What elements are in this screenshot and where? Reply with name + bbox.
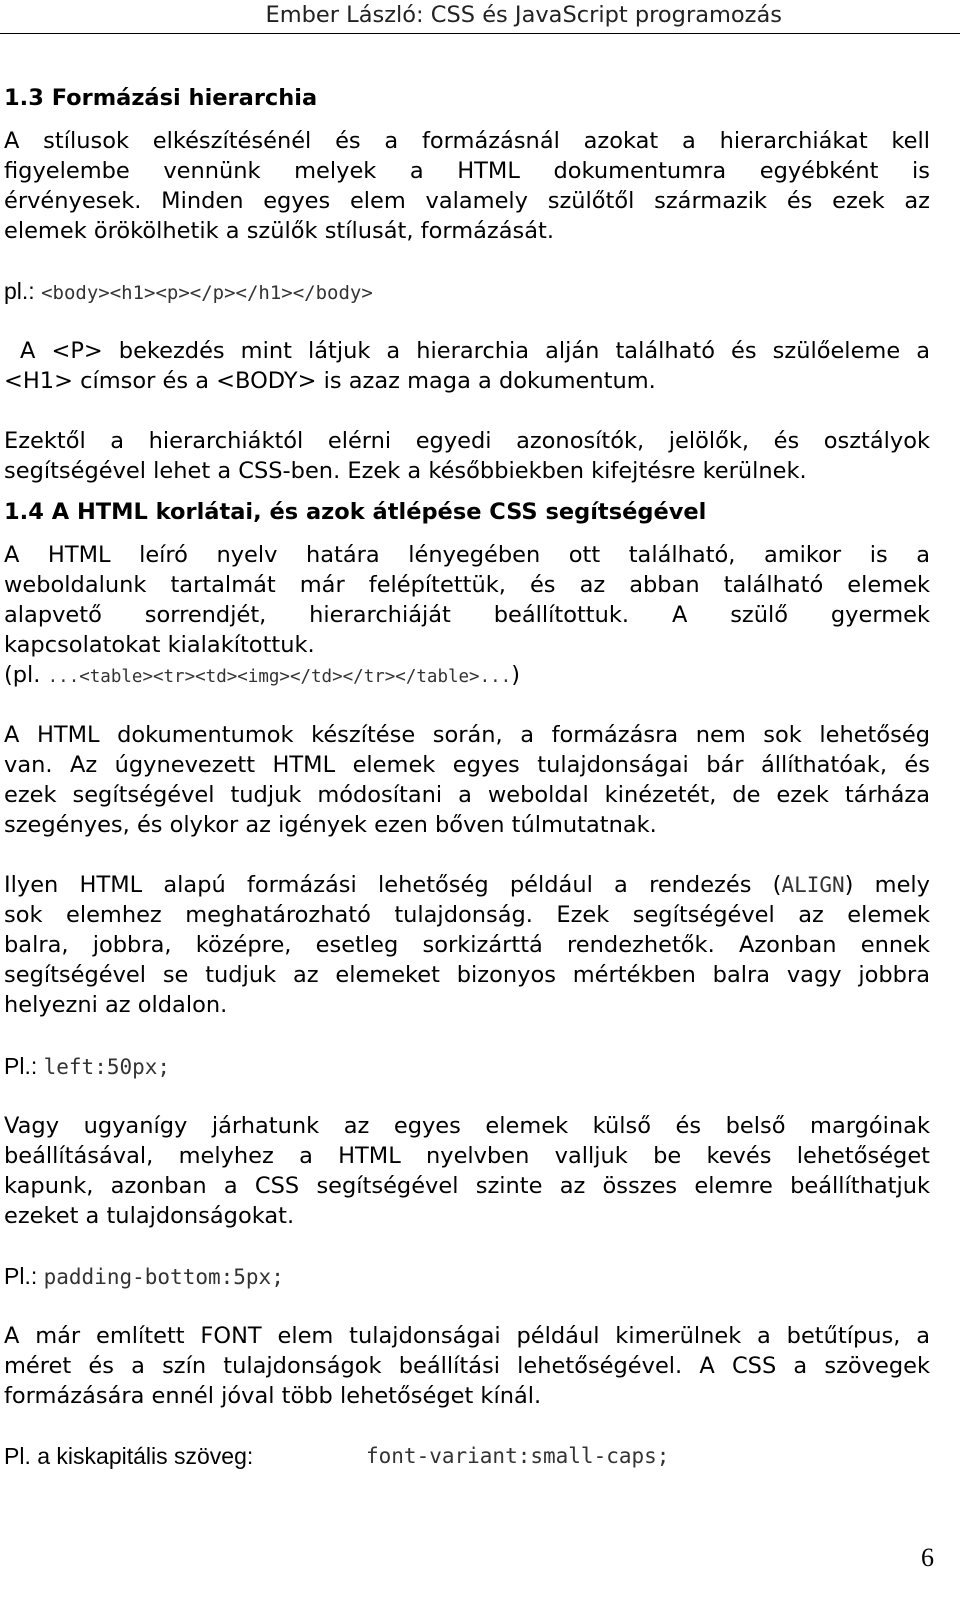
text-line: alapvető sorrendjét, hierarchiáját beállítottuk. A szülő gyermek [4,602,930,628]
paragraph [4,426,930,486]
text-line: figyelembe vennünk melyek a HTML dokumentumra egyébként is [4,158,930,184]
text-line: balra, jobbra, középre, esetleg sorkizárttá rendezhetők. Azonban ennek [4,932,930,958]
example-line [4,1261,930,1292]
text-line: formázására ennél jóval több lehetőséget kínál. [4,1383,542,1409]
text-line: érvényesek. Minden egyes elem valamely szülőtől származik és ezek az [4,188,930,214]
text-line: beállításával, melyhez a HTML nyelvben valljuk be kevés lehetőséget [4,1143,930,1169]
text-line: elemek örökölhetik a szülők stílusát, formázását. [4,218,554,244]
section-heading: 1.4 A HTML korlátai, és azok átlépése CSS segítségével [4,499,707,525]
text-line: méret és a szín tulajdonságok beállítási lehetőségével. A CSS a szövegek [4,1353,930,1379]
text-line: A HTML dokumentumok készítése során, a formázásra nem sok lehetőség [4,722,930,748]
paragraph [4,720,930,840]
text-line: weboldalunk tartalmát már felépítettük, és az abban található elemek [4,572,930,598]
paragraph [4,1321,930,1411]
page-number: 6 [921,1543,934,1572]
paragraph [4,336,930,396]
example-prefix: pl.: [4,278,42,304]
text-line: A már említett FONT elem tulajdonságai például kimerülnek a betűtípus, a [4,1323,930,1349]
paragraph [4,126,930,246]
example-prefix: Pl. a kiskapitális szöveg: [4,1443,254,1469]
page-header [0,0,960,34]
text-line: <H1> címsor és a <BODY> is azaz maga a dokumentum. [4,368,656,394]
example-line [4,1051,930,1082]
example-line [4,1441,930,1472]
code-snippet: left:50px; [43,1055,171,1079]
example-prefix: Pl.: [4,1053,44,1079]
example-open: (pl. [4,662,48,688]
code-snippet: font-variant:small-caps; [366,1444,670,1468]
text-line: kapcsolatokat kialakítottuk. [4,632,315,658]
text-line: helyezni az oldalon. [4,992,228,1018]
code-snippet: <body><h1><p></p></h1></body> [41,282,373,304]
text-line: A stílusok elkészítésénél és a formázásnál azokat a hierarchiákat kell [4,128,930,154]
example-line [4,276,930,308]
text-line: Vagy ugyanígy járhatunk az egyes elemek külső és belső margóinak [4,1113,930,1139]
section-1-4-heading-block [4,497,930,527]
code-snippet: ALIGN [781,873,845,897]
paragraph [4,870,930,1020]
text-line: segítségével se tudjuk az elemeket bizonyos mértékben balra vagy jobbra [4,962,930,988]
text-segment: Ilyen HTML alapú formázási lehetőség például a rendezés ( [4,872,782,898]
text-line: ezek segítségével tudjuk módosítani a weboldal kinézetét, de ezek tárháza [4,782,930,808]
text-line: szegényes, és olykor az igények ezen bőven túlmutatnak. [4,812,657,838]
text-line: A HTML leíró nyelv határa lényegében ott található, amikor is a [4,542,930,568]
text-line: segítségével lehet a CSS-ben. Ezek a későbbiekben kifejtésre kerülnek. [4,458,807,484]
text-line: kapunk, azonban a CSS segítségével szinte az összes elemre beállíthatjuk [4,1173,930,1199]
text-line: sok elemhez meghatározható tulajdonság. Ezek segítségével az elemek [4,902,930,928]
text-segment: ) mely [844,872,930,898]
text-line: A <P> bekezdés mint látjuk a hierarchia alján található és szülőeleme a [4,338,930,364]
text-line: van. Az úgynevezett HTML elemek egyes tulajdonságai bár állíthatóak, és [4,752,930,778]
paragraph [4,540,930,660]
section-1-3-heading-block [4,83,930,113]
text-line: ezeket a tulajdonságokat. [4,1203,295,1229]
code-snippet: padding-bottom:5px; [43,1265,284,1289]
paragraph [4,1111,930,1231]
header-title: Ember László: CSS és JavaScript programozás [265,2,782,28]
text-line: Ezektől a hierarchiáktól elérni egyedi azonosítók, jelölők, és osztályok [4,428,930,454]
example-line [4,660,930,692]
example-close: ) [511,662,520,688]
example-prefix: Pl.: [4,1263,44,1289]
text-line [4,870,930,900]
code-snippet: ...<table><tr><td><img></td></tr></table>... [47,667,512,687]
section-heading: 1.3 Formázási hierarchia [4,85,318,111]
